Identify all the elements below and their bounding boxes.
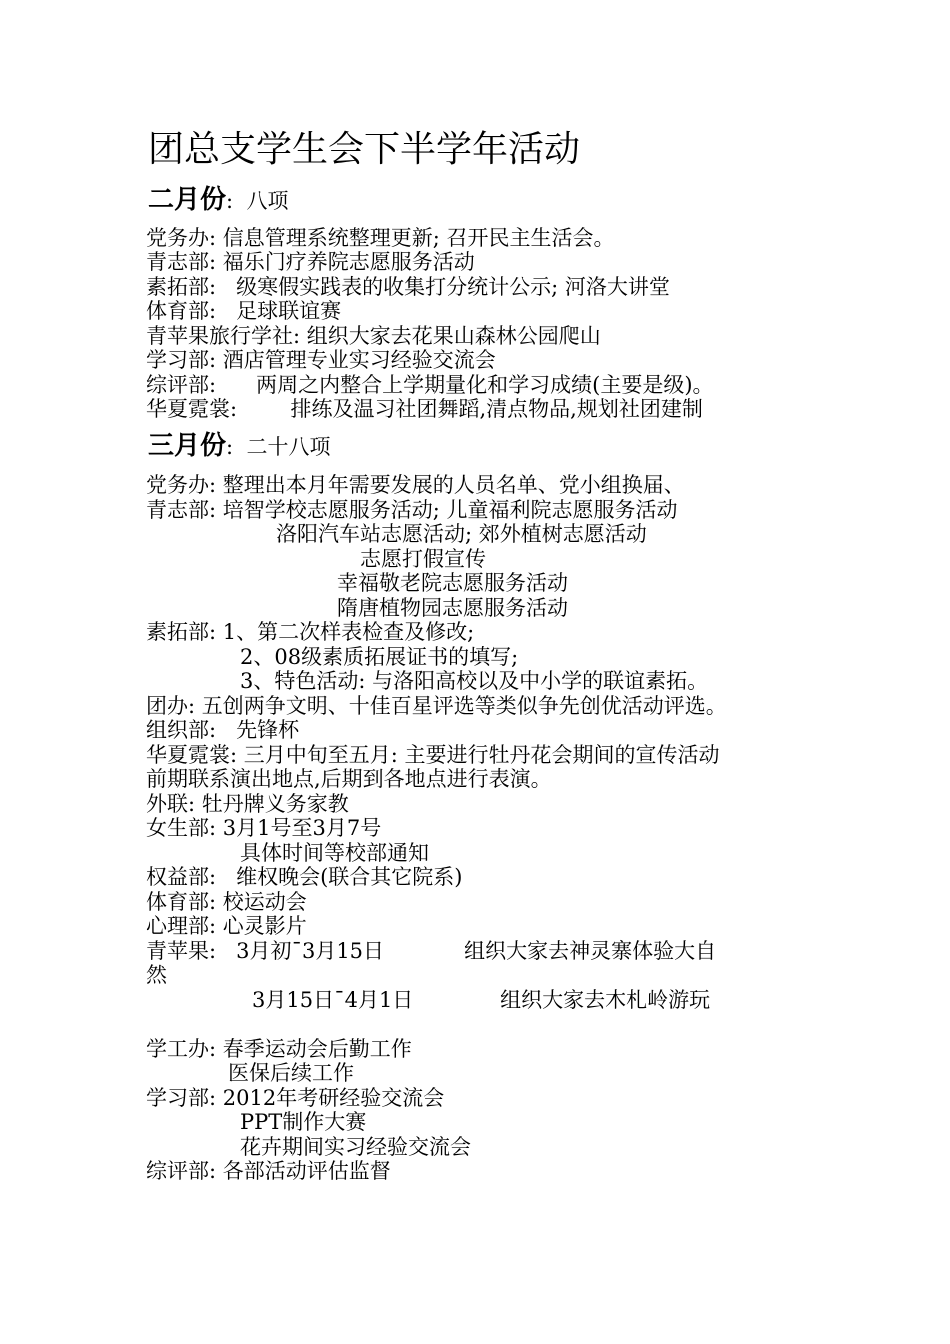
february-month-name: 二月份 (148, 185, 227, 215)
march-item-count: : 二十八项 (226, 435, 331, 459)
march-line: 幸福敬老院志愿服务活动 (337, 571, 568, 595)
march-line: 外联: 牡丹牌义务家教 (146, 792, 349, 816)
february-heading (148, 184, 288, 217)
march-line: PPT制作大赛 (240, 1110, 367, 1134)
march-line: 组织部: 先锋杯 (146, 718, 300, 742)
march-line: 素拓部: 1、第二次样表检查及修改; (146, 620, 475, 644)
march-month-name: 三月份 (148, 431, 227, 461)
march-line: 3月15日¯4月1日 组织大家去木札岭游玩 (252, 988, 711, 1012)
march-line: 学习部: 2012年考研经验交流会 (146, 1086, 445, 1110)
march-line: 志愿打假宣传 (360, 547, 486, 571)
march-line: 党务办: 整理出本月年需要发展的人员名单、党小组换届、 (146, 473, 685, 497)
march-line: 3、特色活动: 与洛阳高校以及中小学的联谊素拓。 (240, 669, 709, 693)
march-line: 学工办: 春季运动会后勤工作 (146, 1037, 412, 1061)
march-line: 花卉期间实习经验交流会 (240, 1135, 471, 1159)
march-line: 权益部: 维权晚会(联合其它院系) (146, 865, 463, 889)
march-line: 前期联系演出地点,后期到各地点进行表演。 (146, 767, 552, 791)
february-line: 青志部: 福乐门疗养院志愿服务活动 (146, 250, 475, 274)
document-title: 团总支学生会下半学年活动 (148, 129, 581, 170)
march-line: 体育部: 校运动会 (146, 890, 307, 914)
march-line: 青志部: 培智学校志愿服务活动; 儿童福利院志愿服务活动 (146, 498, 678, 522)
february-line: 青苹果旅行学社: 组织大家去花果山森林公园爬山 (146, 324, 601, 348)
march-line: 隋唐植物园志愿服务活动 (337, 596, 568, 620)
february-line: 党务办: 信息管理系统整理更新; 召开民主生活会。 (146, 226, 615, 250)
february-item-count: : 八项 (226, 189, 289, 213)
march-line: 华夏霓裳: 三月中旬至五月: 主要进行牡丹花会期间的宣传活动 (146, 743, 720, 767)
february-line: 素拓部: 级寒假实践表的收集打分统计公示; 河洛大讲堂 (146, 275, 670, 299)
march-line: 青苹果: 3月初¯3月15日 组织大家去神灵寨体验大自 (146, 939, 717, 963)
march-line: 综评部: 各部活动评估监督 (146, 1159, 391, 1183)
march-line: 洛阳汽车站志愿活动; 郊外植树志愿活动 (276, 522, 647, 546)
march-heading (148, 430, 330, 463)
february-line: 学习部: 酒店管理专业实习经验交流会 (146, 348, 496, 372)
march-line: 具体时间等校部通知 (240, 841, 429, 865)
february-line: 体育部: 足球联谊赛 (146, 299, 342, 323)
march-line: 心理部: 心灵影片 (146, 914, 307, 938)
march-line: 女生部: 3月1号至3月7号 (146, 816, 382, 840)
march-line: 然 (146, 963, 167, 987)
march-line: 2、08级素质拓展证书的填写; (240, 645, 519, 669)
march-line: 医保后续工作 (228, 1061, 354, 1085)
february-line: 综评部: 两周之内整合上学期量化和学习成绩(主要是级)。 (146, 373, 714, 397)
march-line: 团办: 五创两争文明、十佳百星评选等类似争先创优活动评选。 (146, 694, 727, 718)
february-line: 华夏霓裳: 排练及温习社团舞蹈,清点物品,规划社团建制 (146, 397, 703, 421)
